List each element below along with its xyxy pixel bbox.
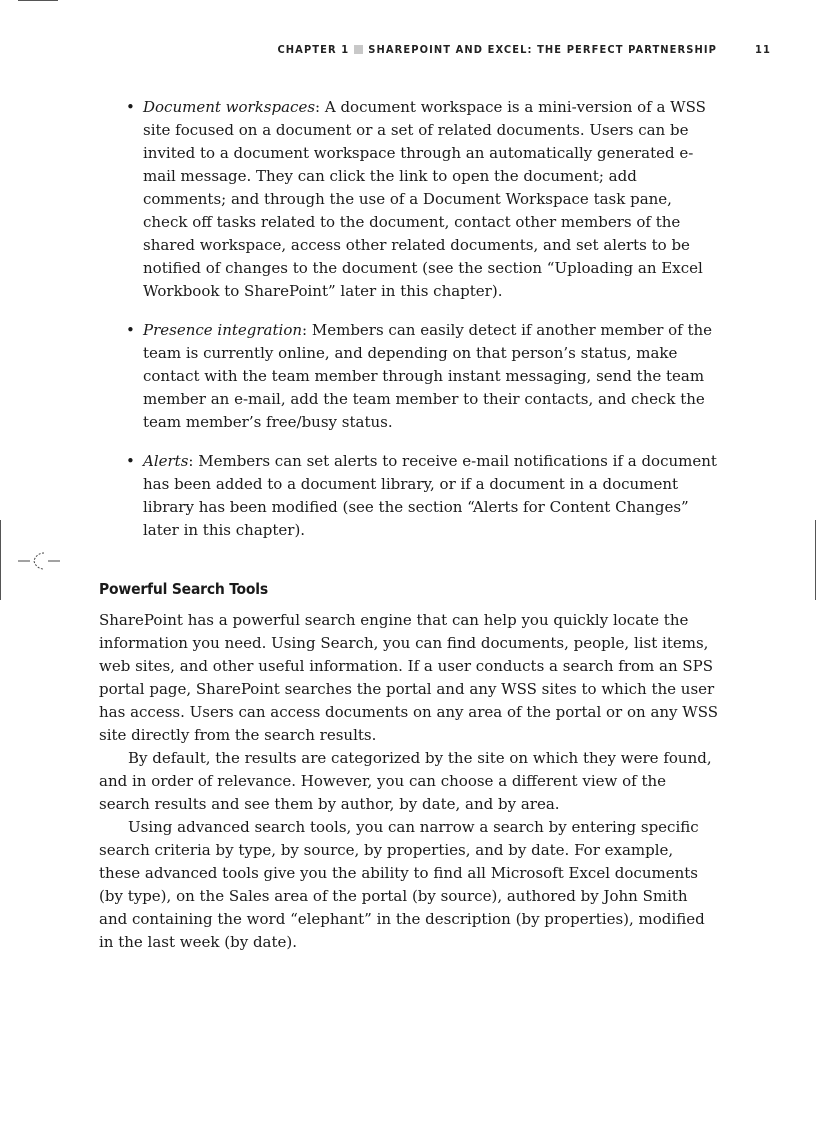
list-item: [99, 96, 719, 303]
page-number: 11: [755, 43, 771, 56]
section-heading: Powerful Search Tools: [99, 580, 268, 598]
bullet-icon: •: [126, 98, 135, 116]
list-item-text: : Members can set alerts to receive e-mail notifications if a document has been added to a document library, or if a document in a document library has been modified (see the section “Alerts for Content Changes” later in this chapter).: [143, 452, 717, 539]
list-item-term: Alerts: [143, 452, 189, 470]
chapter-label: CHAPTER 1: [277, 43, 350, 56]
chapter-title: SHAREPOINT AND EXCEL: THE PERFECT PARTNERSHIP: [368, 43, 718, 56]
body-paragraph: Using advanced search tools, you can narrow a search by entering specific search criteria by type, by source, by properties, and by date. For example, these advanced tools give you the ability to find all Microsoft Excel documents (by type), on the Sales area of the portal (by source), authored by John Smith and containing the word “elephant” in the description (by properties), modified in the last week (by date).: [99, 818, 705, 951]
list-item-text: : A document workspace is a mini-version of a WSS site focused on a document or a set of related documents. Users can be invited to a document workspace through an automatically generated e-mail message. They can click the link to open the document; add comments; and through the use of a Document Workspace task pane, check off tasks related to the document, contact other members of the shared workspace, access other related documents, and set alerts to be notified of changes to the document (see the section “Uploading an Excel Workbook to SharePoint” later in this chapter).: [143, 98, 706, 300]
list-item: [99, 450, 719, 542]
list-item-term: Presence integration: [143, 321, 303, 339]
body-paragraph: By default, the results are categorized by the site on which they were found, and in order of relevance. However, you can choose a different view of the search results and see them by author, by date, and by area.: [99, 749, 712, 813]
list-item-term: Document workspaces: [143, 98, 316, 116]
bullet-icon: •: [126, 452, 135, 470]
feature-list: [99, 96, 719, 542]
crop-mark-left: [0, 520, 1, 600]
page-body: [99, 96, 719, 954]
list-item: [99, 319, 719, 434]
list-item-text: : Members can easily detect if another member of the team is currently online, and depending on that person’s status, make contact with the team member through instant messaging, send the team member an e-mail, add the team member to their contacts, and check the team member’s free/busy status.: [143, 321, 713, 431]
body-paragraph: SharePoint has a powerful search engine that can help you quickly locate the information you need. Using Search, you can find documents, people, list items, web sites, and other useful information. If a user conducts a search from an SPS portal page, SharePoint searches the portal and any WSS sites to which the user has access. Users can access documents on any area of the portal or on any WSS site directly from the search results.: [99, 611, 718, 744]
separator-square-icon: [354, 45, 363, 54]
bullet-icon: •: [126, 321, 135, 339]
running-header: [0, 43, 771, 56]
crop-mark-top: [18, 0, 58, 3]
registration-mark-icon: [18, 548, 60, 574]
